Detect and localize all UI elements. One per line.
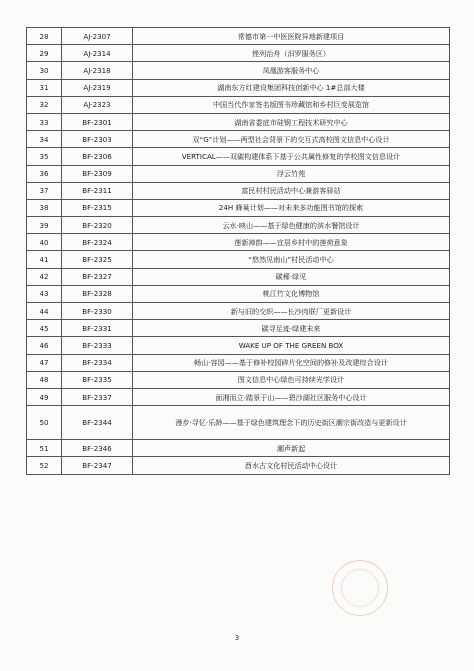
project-code-cell: BF-2301 — [62, 113, 133, 130]
row-number-cell: 38 — [27, 199, 62, 216]
project-code-cell: BF-2327 — [62, 268, 133, 285]
table-row — [27, 199, 450, 216]
project-title-cell: 畅山·容园——基于修补校园碎片化空间的修补及改建综合设计 — [133, 354, 450, 371]
row-number-cell: 33 — [27, 113, 62, 130]
table-row — [27, 303, 450, 320]
project-code-cell: BF-2333 — [62, 337, 133, 354]
project-title-cell: 桃江竹文化博物馆 — [133, 285, 450, 302]
table-row — [27, 113, 450, 130]
project-title-cell: 云水·映山——基于绿色健康的滨水餐馆设计 — [133, 217, 450, 234]
project-code-cell: BF-2328 — [62, 285, 133, 302]
row-number-cell: 50 — [27, 406, 62, 440]
project-title-cell: 24H 蜂巢计划——对未来多功能图书馆的探索 — [133, 199, 450, 216]
row-number-cell: 42 — [27, 268, 62, 285]
project-code-cell: AJ-2319 — [62, 79, 133, 96]
row-number-cell: 43 — [27, 285, 62, 302]
project-code-cell: AJ-2323 — [62, 96, 133, 113]
table-body — [27, 28, 450, 475]
project-code-cell: BF-2315 — [62, 199, 133, 216]
row-number-cell: 51 — [27, 440, 62, 457]
project-code-cell: BF-2347 — [62, 457, 133, 474]
project-code-cell: BF-2330 — [62, 303, 133, 320]
project-code-cell: BF-2306 — [62, 148, 133, 165]
table-row — [27, 96, 450, 113]
table-row — [27, 28, 450, 45]
table-row — [27, 62, 450, 79]
project-title-cell: 中国当代作家签名版图书珍藏馆和乡村巨变展览馆 — [133, 96, 450, 113]
project-title-cell: “悠然见南山”村民活动中心 — [133, 251, 450, 268]
table-row — [27, 182, 450, 199]
project-code-cell: BF-2344 — [62, 406, 133, 440]
project-code-cell: BF-2334 — [62, 354, 133, 371]
project-title-cell: 面湘而立·踏景于山——碧沙湖社区服务中心设计 — [133, 388, 450, 405]
table-row — [27, 148, 450, 165]
project-code-cell: BF-2337 — [62, 388, 133, 405]
project-title-cell: 漫步·寻忆·乐龄——基于绿色建筑理念下的历史街区潮宗街改造与更新设计 — [133, 406, 450, 440]
project-code-cell: BF-2311 — [62, 182, 133, 199]
row-number-cell: 32 — [27, 96, 62, 113]
row-number-cell: 52 — [27, 457, 62, 474]
project-title-cell: 图文信息中心绿色可持续光学设计 — [133, 371, 450, 388]
row-number-cell: 45 — [27, 320, 62, 337]
project-title-cell: 锉列治舟（汨罗服务区） — [133, 45, 450, 62]
table-row — [27, 131, 450, 148]
row-number-cell: 48 — [27, 371, 62, 388]
project-code-cell: BF-2325 — [62, 251, 133, 268]
row-number-cell: 46 — [27, 337, 62, 354]
project-title-cell: 凤凰游客服务中心 — [133, 62, 450, 79]
table-row — [27, 457, 450, 474]
project-list-table — [26, 27, 450, 475]
row-number-cell: 44 — [27, 303, 62, 320]
table-row — [27, 79, 450, 96]
project-code-cell: BF-2320 — [62, 217, 133, 234]
project-code-cell: BF-2309 — [62, 165, 133, 182]
row-number-cell: 49 — [27, 388, 62, 405]
project-code-cell: BF-2346 — [62, 440, 133, 457]
row-number-cell: 29 — [27, 45, 62, 62]
table-row — [27, 251, 450, 268]
project-title-cell: VERTICAL——双碳构建体系下基于公共属性修复的学校图文信息设计 — [133, 148, 450, 165]
row-number-cell: 41 — [27, 251, 62, 268]
project-title-cell: 湖南东方红建设集团科技创新中心 1#总部大楼 — [133, 79, 450, 96]
project-title-cell: 富民村村民活动中心兼游客驿站 — [133, 182, 450, 199]
row-number-cell: 30 — [27, 62, 62, 79]
project-title-cell: 碳寻足迹·绿建未来 — [133, 320, 450, 337]
project-title-cell: 碳稀·绿见 — [133, 268, 450, 285]
project-title-cell: 新与旧的交织——长沙肉联厂更新设计 — [133, 303, 450, 320]
table-row — [27, 371, 450, 388]
row-number-cell: 40 — [27, 234, 62, 251]
row-number-cell: 37 — [27, 182, 62, 199]
row-number-cell: 35 — [27, 148, 62, 165]
project-code-cell: BF-2331 — [62, 320, 133, 337]
row-number-cell: 31 — [27, 79, 62, 96]
table-row — [27, 354, 450, 371]
project-title-cell: 湖南省娄底市硅钢工程技术研究中心 — [133, 113, 450, 130]
row-number-cell: 36 — [27, 165, 62, 182]
table-row — [27, 217, 450, 234]
project-code-cell: BF-2335 — [62, 371, 133, 388]
project-title-cell: 双“G”计划——两型社会背景下的交互式高校图文信息中心设计 — [133, 131, 450, 148]
project-title-cell: 莲新禅韵——宜居乡村中的莲荷意象 — [133, 234, 450, 251]
table-row — [27, 234, 450, 251]
project-code-cell: BF-2303 — [62, 131, 133, 148]
project-code-cell: AJ-2307 — [62, 28, 133, 45]
project-title-cell: 常德市第一中医医院异地新建项目 — [133, 28, 450, 45]
row-number-cell: 34 — [27, 131, 62, 148]
table-row — [27, 268, 450, 285]
row-number-cell: 28 — [27, 28, 62, 45]
project-title-cell: WAKE UP OF THE GREEN BOX — [133, 337, 450, 354]
table-row — [27, 440, 450, 457]
project-title-cell: 浮云竹苑 — [133, 165, 450, 182]
table-row — [27, 320, 450, 337]
table-row — [27, 388, 450, 405]
project-code-cell: AJ-2318 — [62, 62, 133, 79]
project-code-cell: AJ-2314 — [62, 45, 133, 62]
project-title-cell: 酉水古文化村民活动中心设计 — [133, 457, 450, 474]
row-number-cell: 39 — [27, 217, 62, 234]
project-title-cell: 潮声新起 — [133, 440, 450, 457]
table-row — [27, 45, 450, 62]
page-number: 3 — [234, 634, 240, 642]
table-row — [27, 165, 450, 182]
table-row — [27, 406, 450, 440]
official-seal-stamp — [332, 560, 388, 616]
row-number-cell: 47 — [27, 354, 62, 371]
table-row — [27, 337, 450, 354]
project-code-cell: BF-2324 — [62, 234, 133, 251]
table-row — [27, 285, 450, 302]
